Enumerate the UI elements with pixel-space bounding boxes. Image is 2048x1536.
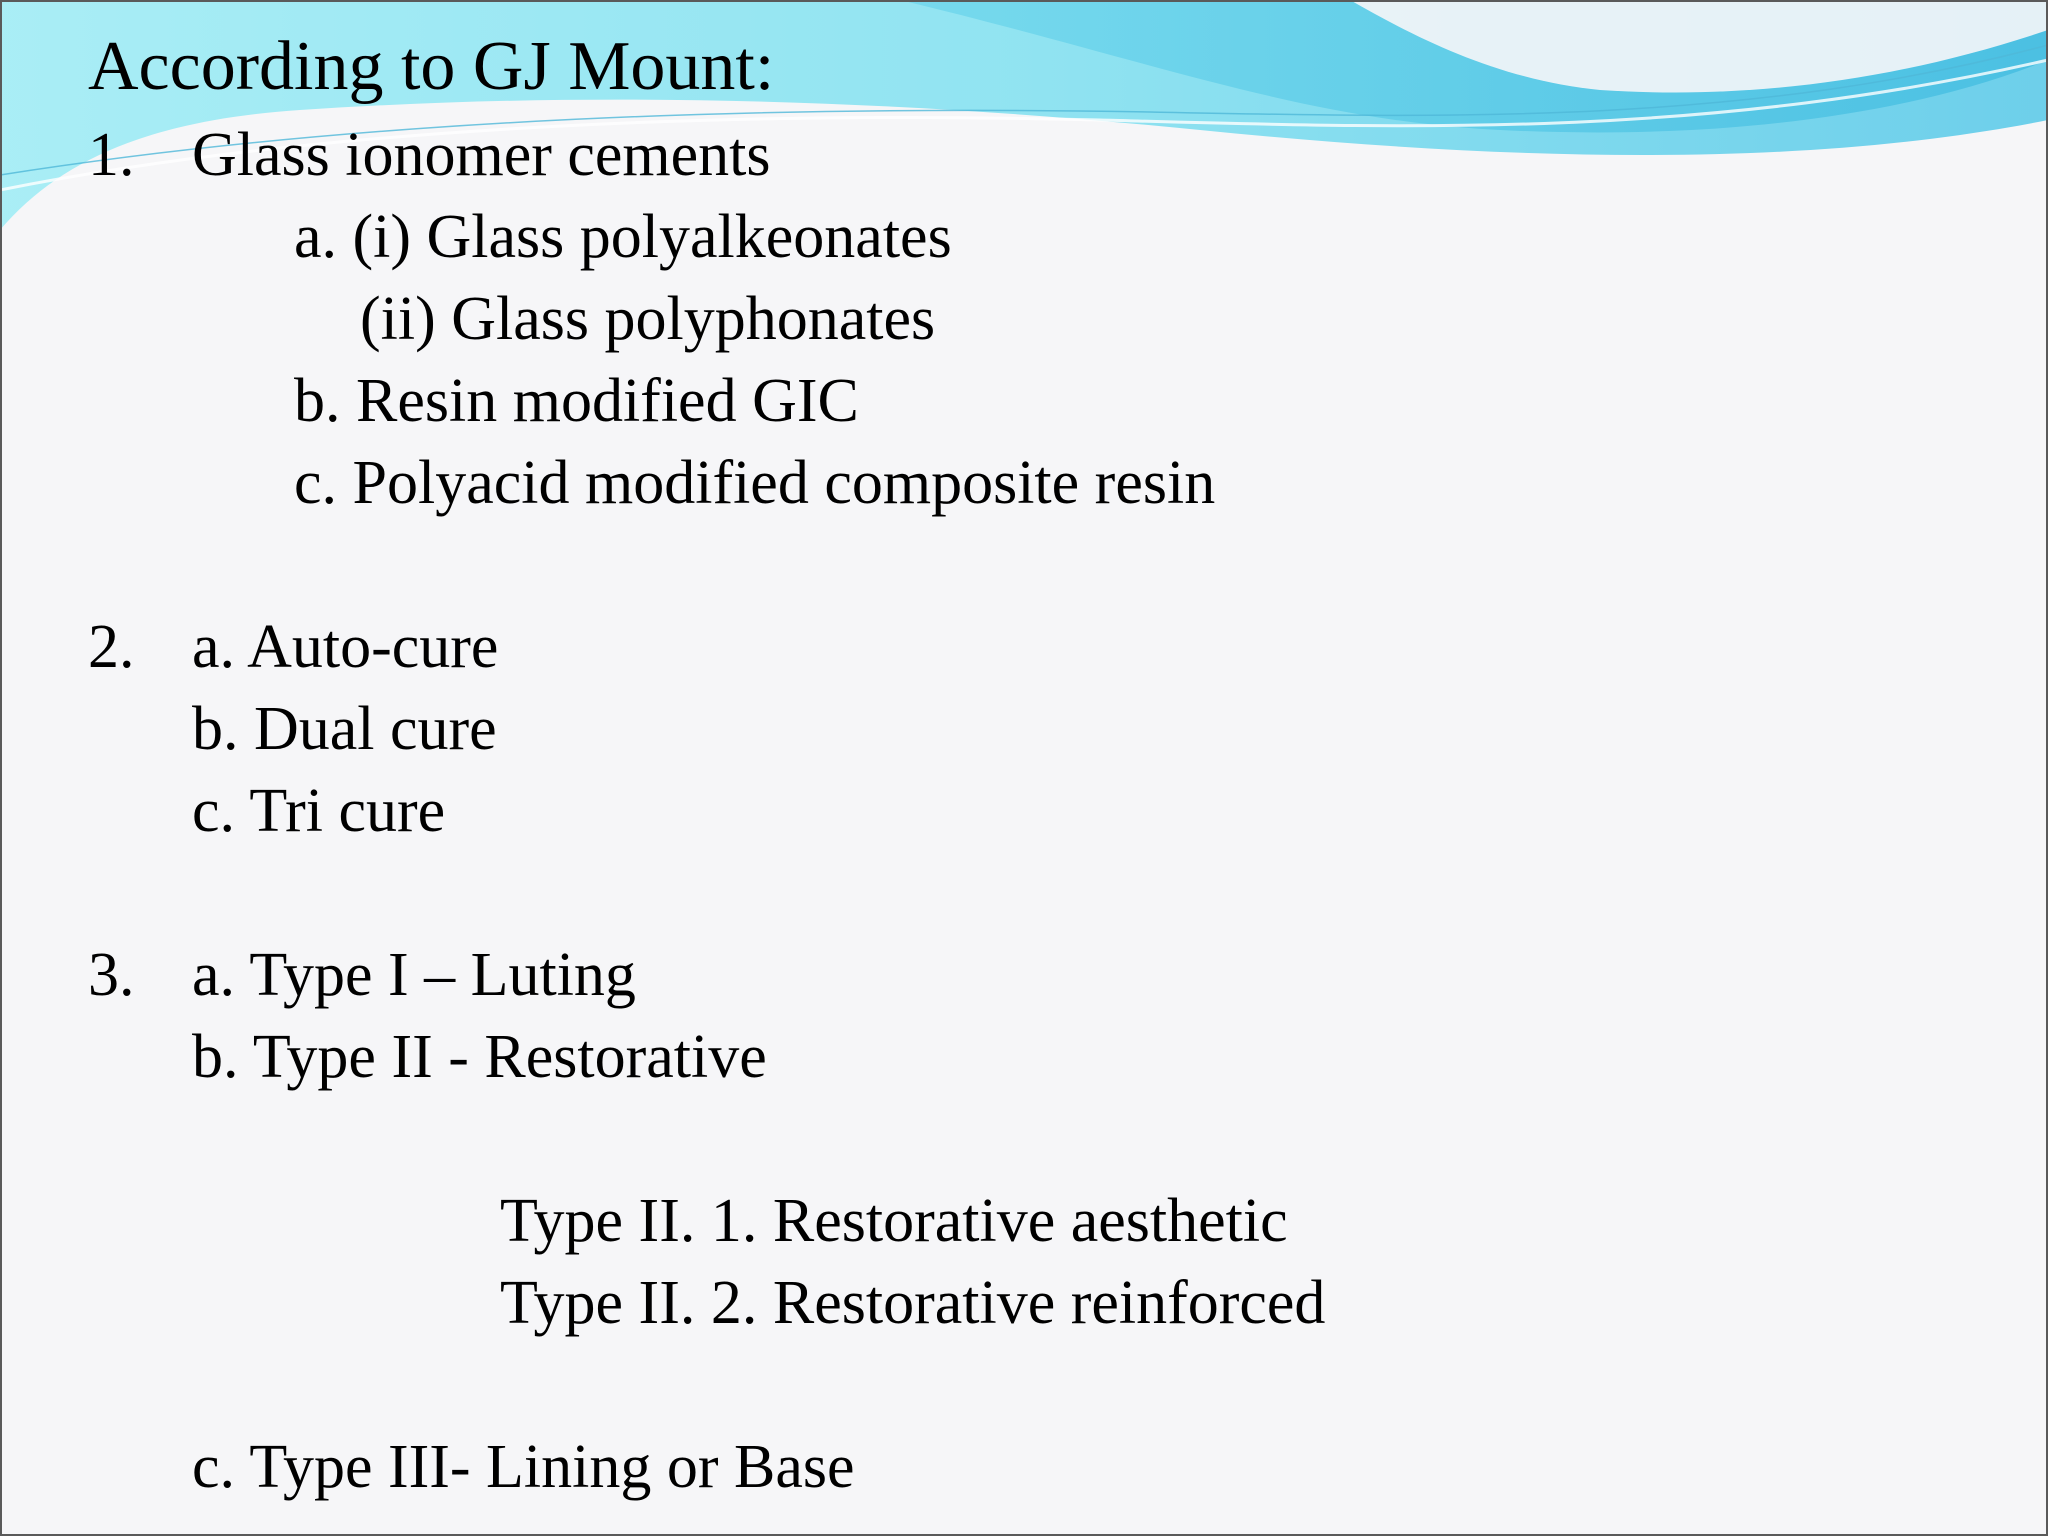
section-2-item-b: b. Dual cure: [192, 695, 497, 763]
section-2-number: 2.: [88, 613, 135, 681]
slide-heading: According to GJ Mount:: [88, 28, 775, 105]
section-3-item-a: a. Type I – Luting: [192, 941, 636, 1009]
section-3-item-c: c. Type III- Lining or Base: [192, 1433, 855, 1501]
section-2-item-c: c. Tri cure: [192, 777, 446, 845]
section-1-item-c: c. Polyacid modified composite resin: [294, 449, 1216, 517]
section-3-sub-1: Type II. 1. Restorative aesthetic: [500, 1187, 1288, 1255]
section-3-sub-2: Type II. 2. Restorative reinforced: [500, 1269, 1326, 1337]
section-1-item-a-ii: (ii) Glass polyphonates: [360, 285, 936, 353]
section-2-item-a: a. Auto-cure: [192, 613, 499, 681]
section-1-number: 1.: [88, 121, 135, 189]
section-1-item-b: b. Resin modified GIC: [294, 367, 859, 435]
section-3-item-b: b. Type II - Restorative: [192, 1023, 767, 1091]
section-1-title: Glass ionomer cements: [192, 121, 771, 189]
section-1-item-a-i: a. (i) Glass polyalkeonates: [294, 203, 952, 271]
section-3-number: 3.: [88, 941, 135, 1009]
